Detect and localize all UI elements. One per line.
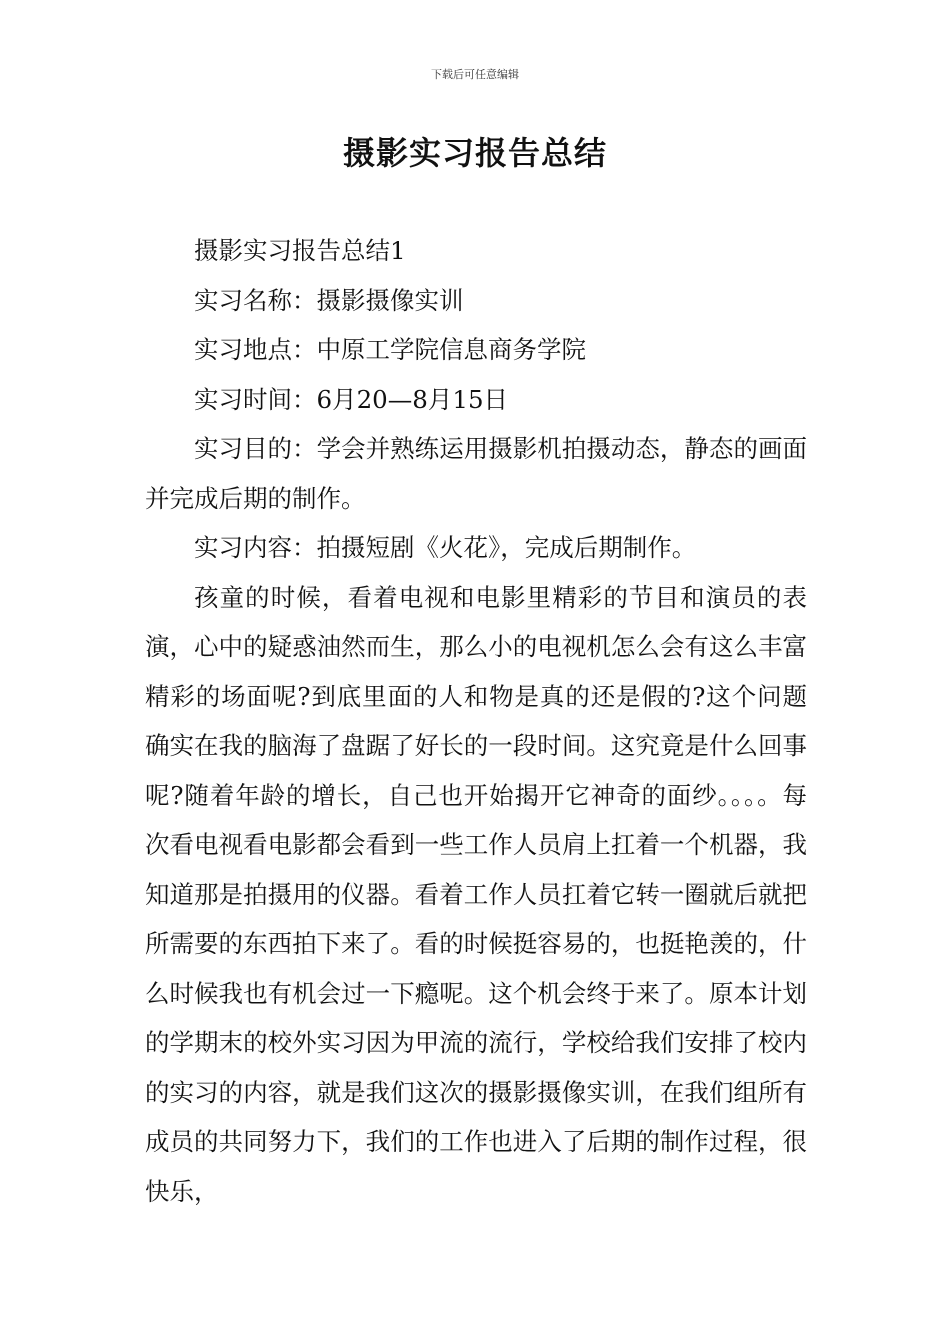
paragraph-internship-time: 实习时间：6月20—8月15日 [194,384,509,414]
paragraph-internship-content: 实习内容：拍摄短剧《火花》，完成后期制作。 [194,533,697,562]
paragraph-internship-purpose: 实习目的：学会并熟练运用摄影机拍摄动态，静态的画面并完成后期的制作。 [145,434,807,513]
paragraph-internship-location: 实习地点：中原工学院信息商务学院 [194,335,586,364]
document-body [145,226,807,1216]
header-note: 下载后可任意编辑 [431,68,519,81]
paragraph-subtitle: 摄影实习报告总结1 [194,236,406,265]
paragraph-narrative: 孩童的时候，看着电视和电影里精彩的节目和演员的表演，心中的疑惑油然而生，那么小的电视机怎么会有这么丰富精彩的场面呢?到底里面的人和物是真的还是假的?这个问题确实在我的脑海了盘踞了好长的一段时间。这究竟是什么回事呢?随着年龄的增长，自己也开始揭开它神奇的面纱。。。。每次看电视看电影都会看到一些工作人员肩上扛着一个机器，我知道那是拍摄用的仪器。看着工作人员扛着它转一圈就后就把所需要的东西拍下来了。看的时候挺容易的，也挺艳羡的，什么时候我也有机会过一下瘾呢。这个机会终于来了。原本计划的学期末的校外实习因为甲流的流行，学校给我们安排了校内的实习的内容，就是我们这次的摄影摄像实训，在我们组所有成员的共同努力下，我们的工作也进入了后期的制作过程，很快乐， [145,582,807,1206]
paragraph-internship-name: 实习名称：摄影摄像实训 [194,285,464,315]
document-title: 摄影实习报告总结 [342,134,607,172]
